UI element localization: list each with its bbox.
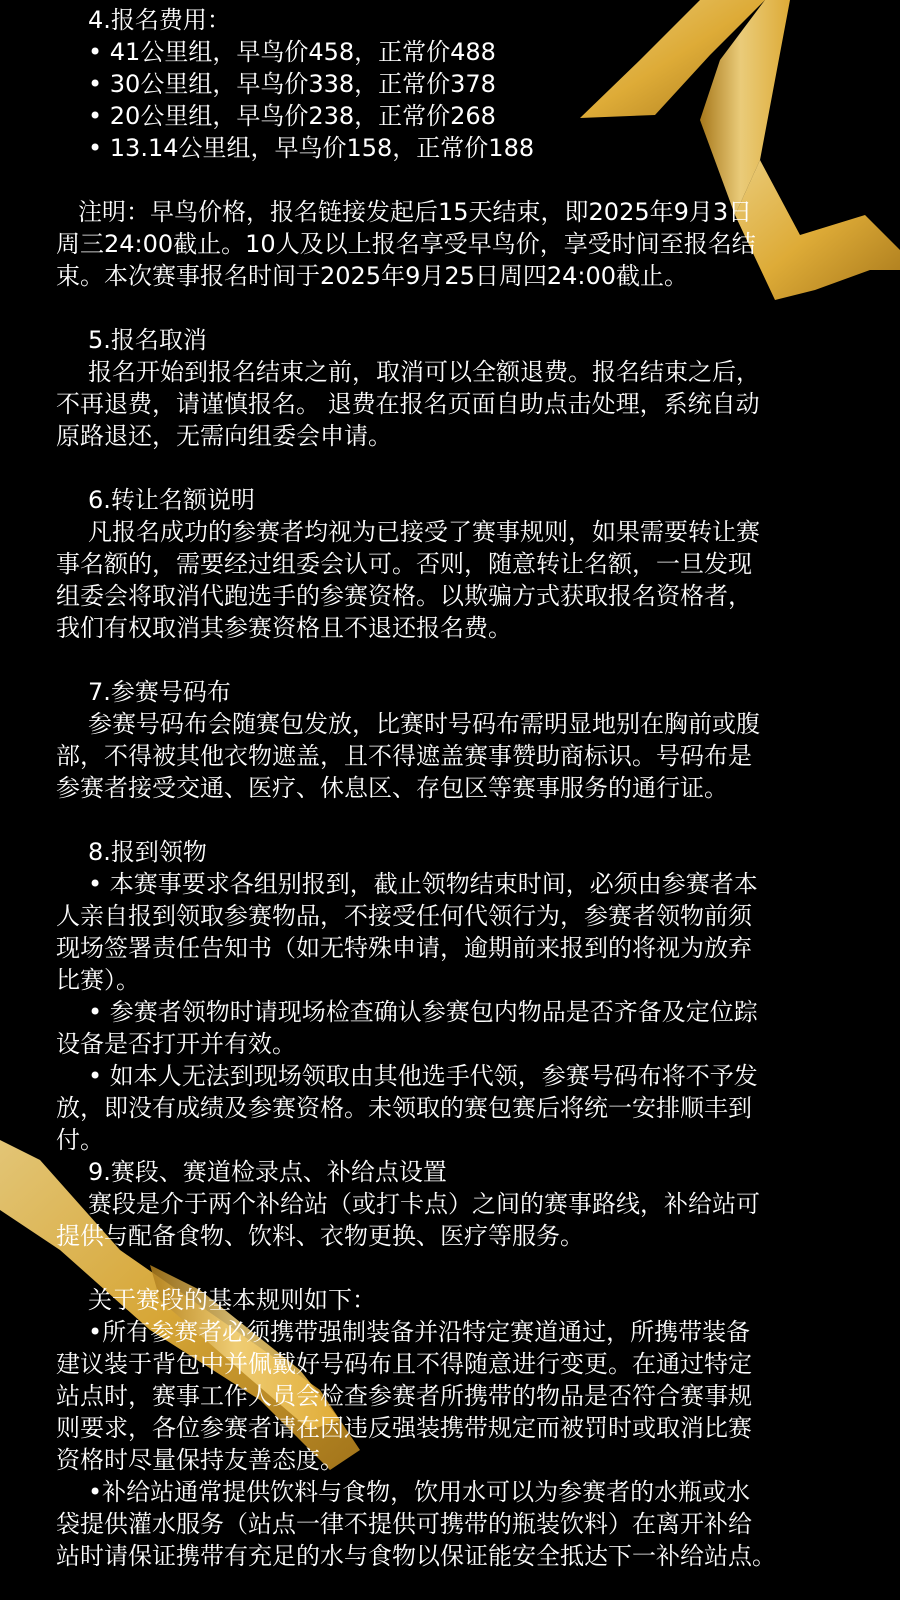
- transfer-line: 凡报名成功的参赛者均视为已接受了赛事规则，如果需要转让赛: [88, 518, 760, 546]
- checkin-bullet-line: 设备是否打开并有效。: [56, 1030, 296, 1058]
- transfer-line: 组委会将取消代跑选手的参赛资格。以欺骗方式获取报名资格者，: [56, 582, 752, 610]
- segments-rule-line: •补给站通常提供饮料与食物，饮用水可以为参赛者的水瓶或水: [88, 1478, 751, 1506]
- segments-rule-line: 袋提供灌水服务（站点一律不提供可携带的瓶装饮料）在离开补给: [56, 1510, 752, 1538]
- segments-line: 赛段是介于两个补给站（或打卡点）之间的赛事路线，补给站可: [88, 1190, 760, 1218]
- spacer: [56, 452, 846, 484]
- fee-item: • 20公里组，早鸟价238，正常价268: [88, 102, 496, 130]
- fee-note-line: 束。本次赛事报名时间于2025年9月25日周四24:00截止。: [56, 262, 689, 290]
- document-body: [56, 4, 846, 1572]
- spacer: [56, 292, 846, 324]
- segments-rule-line: 站时请保证携带有充足的水与食物以保证能安全抵达下一补给站点。: [56, 1542, 776, 1570]
- spacer: [56, 164, 846, 196]
- bib-line: 参赛者接受交通、医疗、休息区、存包区等赛事服务的通行证。: [56, 774, 728, 802]
- checkin-bullet-line: • 参赛者领物时请现场检查确认参赛包内物品是否齐备及定位踪: [88, 998, 758, 1026]
- cancel-line: 不再退费，请谨慎报名。 退费在报名页面自助点击处理，系统自动: [56, 390, 760, 418]
- cancel-line: 原路退还，无需向组委会申请。: [56, 422, 392, 450]
- transfer-line: 我们有权取消其参赛资格且不退还报名费。: [56, 614, 512, 642]
- spacer: [56, 804, 846, 836]
- fee-item: • 30公里组，早鸟价338，正常价378: [88, 70, 496, 98]
- spacer: [56, 1252, 846, 1284]
- checkin-bullet-line: 人亲自报到领取参赛物品，不接受任何代领行为，参赛者领物前须: [56, 902, 752, 930]
- segments-rule-line: 则要求，各位参赛者请在因违反强装携带规定而被罚时或取消比赛: [56, 1414, 752, 1442]
- bib-line: 部，不得被其他衣物遮盖，且不得遮盖赛事赞助商标识。号码布是: [56, 742, 752, 770]
- segments-rule-line: •所有参赛者必须携带强制装备并沿特定赛道通过，所携带装备: [88, 1318, 751, 1346]
- checkin-bullet-line: 现场签署责任告知书（如无特殊申请，逾期前来报到的将视为放弃: [56, 934, 752, 962]
- fee-item: • 41公里组，早鸟价458，正常价488: [88, 38, 496, 66]
- transfer-heading: 6.转让名额说明: [88, 486, 255, 514]
- cancel-line: 报名开始到报名结束之前，取消可以全额退费。报名结束之后，: [88, 358, 760, 386]
- checkin-bullet-line: 比赛）。: [56, 966, 140, 994]
- checkin-bullet-line: 放，即没有成绩及参赛资格。未领取的赛包赛后将统一安排顺丰到: [56, 1094, 752, 1122]
- fee-item: • 13.14公里组，早鸟价158，正常价188: [88, 134, 535, 162]
- segments-heading: 9.赛段、赛道检录点、补给点设置: [88, 1158, 447, 1186]
- checkin-heading: 8.报到领物: [88, 838, 207, 866]
- cancel-heading: 5.报名取消: [88, 326, 207, 354]
- bib-heading: 7.参赛号码布: [88, 678, 231, 706]
- fee-note-line: 注明：早鸟价格，报名链接发起后15天结束，即2025年9月3日: [78, 198, 753, 226]
- segments-line: 提供与配备食物、饮料、衣物更换、医疗等服务。: [56, 1222, 584, 1250]
- segments-rules-heading: 关于赛段的基本规则如下：: [88, 1286, 376, 1314]
- segments-rule-line: 建议装于背包中并佩戴好号码布且不得随意进行变更。在通过特定: [56, 1350, 752, 1378]
- segments-rule-line: 资格时尽量保持友善态度。: [56, 1446, 344, 1474]
- spacer: [56, 644, 846, 676]
- checkin-bullet-line: 付。: [56, 1126, 104, 1154]
- checkin-bullet-line: • 本赛事要求各组别报到，截止领物结束时间，必须由参赛者本: [88, 870, 758, 898]
- transfer-line: 事名额的，需要经过组委会认可。否则，随意转让名额，一旦发现: [56, 550, 752, 578]
- fee-note-line: 周三24:00截止。10人及以上报名享受早鸟价，享受时间至报名结: [56, 230, 756, 258]
- checkin-bullet-line: • 如本人无法到现场领取由其他选手代领，参赛号码布将不予发: [88, 1062, 758, 1090]
- bib-line: 参赛号码布会随赛包发放，比赛时号码布需明显地别在胸前或腹: [88, 710, 760, 738]
- segments-rule-line: 站点时，赛事工作人员会检查参赛者所携带的物品是否符合赛事规: [56, 1382, 752, 1410]
- fee-heading: 4.报名费用：: [88, 6, 231, 34]
